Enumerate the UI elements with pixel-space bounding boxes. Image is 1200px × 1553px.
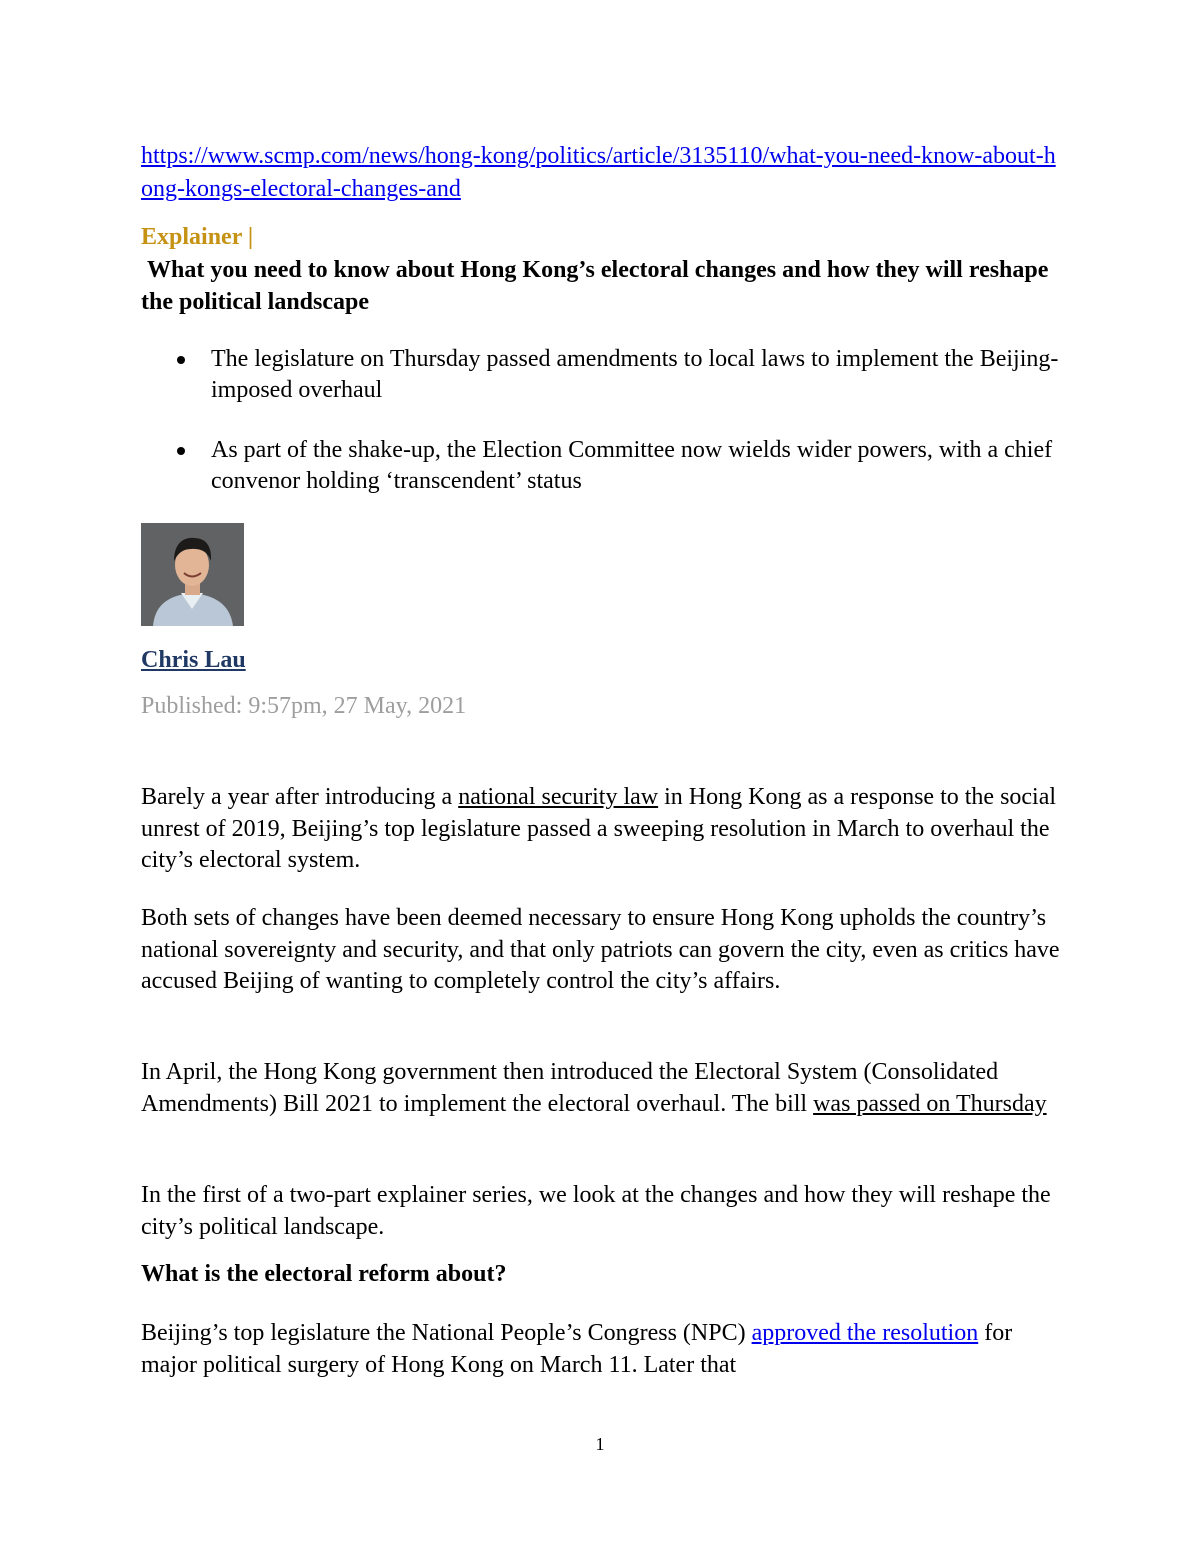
paragraph-3 (141, 1057, 1061, 1120)
article-headline: What you need to know about Hong Kong’s electoral changes and how they will reshape the political landscape (141, 257, 1055, 315)
paragraph-5-text-after: for major political surgery of Hong Kong on March 11. Later that (141, 1320, 1013, 1378)
paragraph-5 (141, 1318, 1061, 1381)
paragraph-3-text-before: In April, the Hong Kong government then introduced the Electoral System (Consolidated Amendments) Bill 2021 to implement the electoral overhaul. The bill (141, 1059, 999, 1117)
summary-bullet (141, 344, 1061, 406)
paragraph-4: In the first of a two-part explainer series, we look at the changes and how they will reshape the city’s political landscape. (141, 1182, 1051, 1240)
author-portrait-icon (141, 523, 244, 626)
paragraph-1-text-after: in Hong Kong as a response to the social unrest of 2019, Beijing’s top legislature passed a sweeping resolution in March to overhaul the city’s electoral system. (141, 784, 1057, 873)
explainer-kicker: Explainer | (141, 224, 254, 250)
page-number: 1 (595, 1434, 605, 1454)
national-security-law-link[interactable]: national security law (458, 784, 659, 810)
paragraph-1 (141, 782, 1061, 877)
approved-resolution-link[interactable]: approved the resolution (751, 1320, 979, 1346)
paragraph-1-text-before: Barely a year after introducing a (141, 784, 459, 810)
paragraph-2: Both sets of changes have been deemed necessary to ensure Hong Kong upholds the country’s national sovereignty and security, and that only patriots can govern the city, even as critics have accused Beijing of wanting to completely control the city’s affairs. (141, 905, 1060, 994)
summary-bullet-text: As part of the shake-up, the Election Committee now wields wider powers, with a chief convenor holding ‘transcendent’ status (211, 437, 1053, 494)
bullet-dot-icon (177, 447, 185, 455)
section-heading: What is the electoral reform about? (141, 1261, 507, 1287)
author-avatar (141, 523, 244, 626)
summary-bullets (141, 344, 1061, 526)
published-date: Published: 9:57pm, 27 May, 2021 (141, 693, 467, 719)
bill-passed-link[interactable]: was passed on Thursday (813, 1090, 1047, 1117)
paragraph-5-text-before: Beijing’s top legislature the National People’s Congress (NPC) (141, 1320, 752, 1346)
bullet-dot-icon (177, 356, 185, 364)
author-name-link[interactable]: Chris Lau (141, 647, 246, 673)
summary-bullet (141, 435, 1061, 497)
source-url-link[interactable]: https://www.scmp.com/news/hong-kong/politics/article/3135110/what-you-need-know-about-hong-kongs-electoral-changes-and (141, 143, 1056, 202)
summary-bullet-text: The legislature on Thursday passed amendments to local laws to implement the Beijing-imposed overhaul (211, 346, 1059, 403)
